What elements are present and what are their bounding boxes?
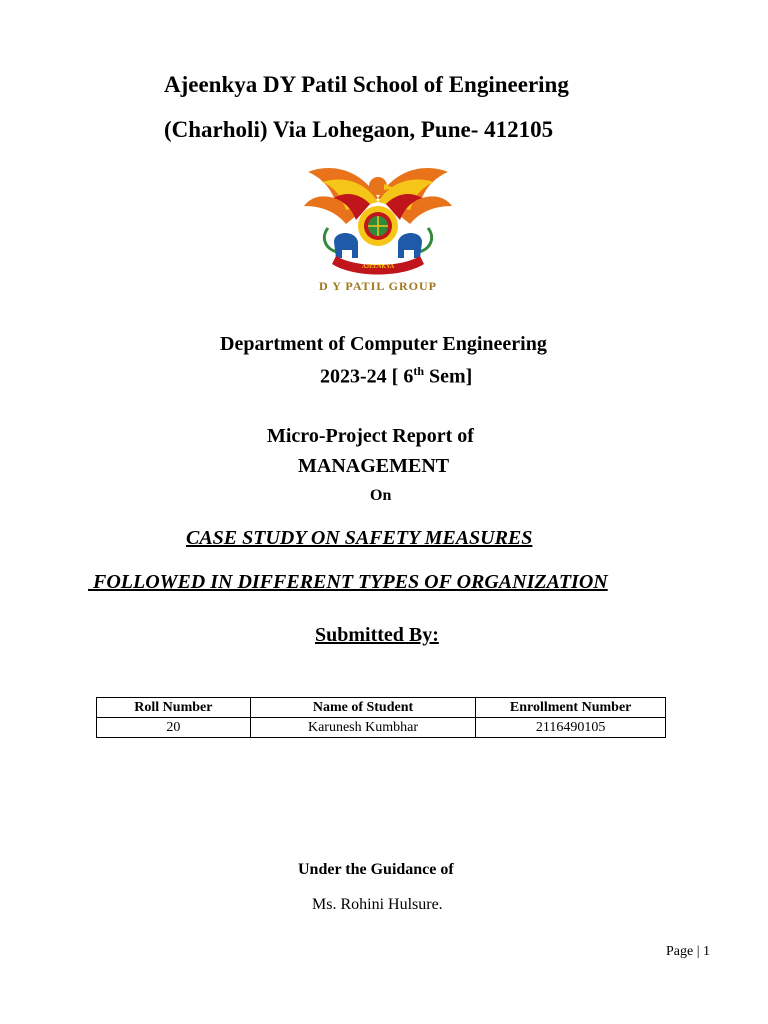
guide-name: Ms. Rohini Hulsure. [312, 896, 443, 913]
header-roll-number: Roll Number [97, 698, 251, 718]
year-prefix: 2023-24 [ 6 [320, 365, 414, 388]
report-heading: Micro-Project Report of [267, 425, 474, 447]
project-title-line1: CASE STUDY ON SAFETY MEASURES [186, 527, 533, 549]
academic-year [320, 364, 472, 389]
table-row [97, 718, 666, 738]
students-table [96, 697, 666, 738]
cell-student-name: Karunesh Kumbhar [250, 718, 476, 738]
report-on: On [370, 487, 392, 504]
cell-enrollment-number: 2116490105 [476, 718, 666, 738]
report-subject: MANAGEMENT [298, 455, 450, 477]
table-header-row [97, 698, 666, 718]
logo-group-text: D Y PATIL GROUP [318, 279, 438, 293]
logo-banner-text: AJEENKYA [361, 264, 395, 270]
project-title-line2: FOLLOWED IN DIFFERENT TYPES OF ORGANIZATION [88, 571, 608, 593]
year-suffix: Sem] [424, 365, 473, 388]
header-student-name: Name of Student [250, 698, 476, 718]
institution-address: (Charholi) Via Lohegaon, Pune- 412105 [164, 117, 554, 142]
submitted-by-label: Submitted By: [315, 624, 439, 646]
cell-roll-number: 20 [97, 718, 251, 738]
dy-patil-group-logo-icon [300, 158, 456, 300]
page-number: Page | 1 [666, 944, 711, 959]
institution-name: Ajeenkya DY Patil School of Engineering [164, 72, 569, 97]
year-sup: th [413, 364, 424, 378]
header-enrollment-number: Enrollment Number [476, 698, 666, 718]
guidance-label: Under the Guidance of [298, 861, 454, 878]
department-name: Department of Computer Engineering [220, 333, 547, 355]
